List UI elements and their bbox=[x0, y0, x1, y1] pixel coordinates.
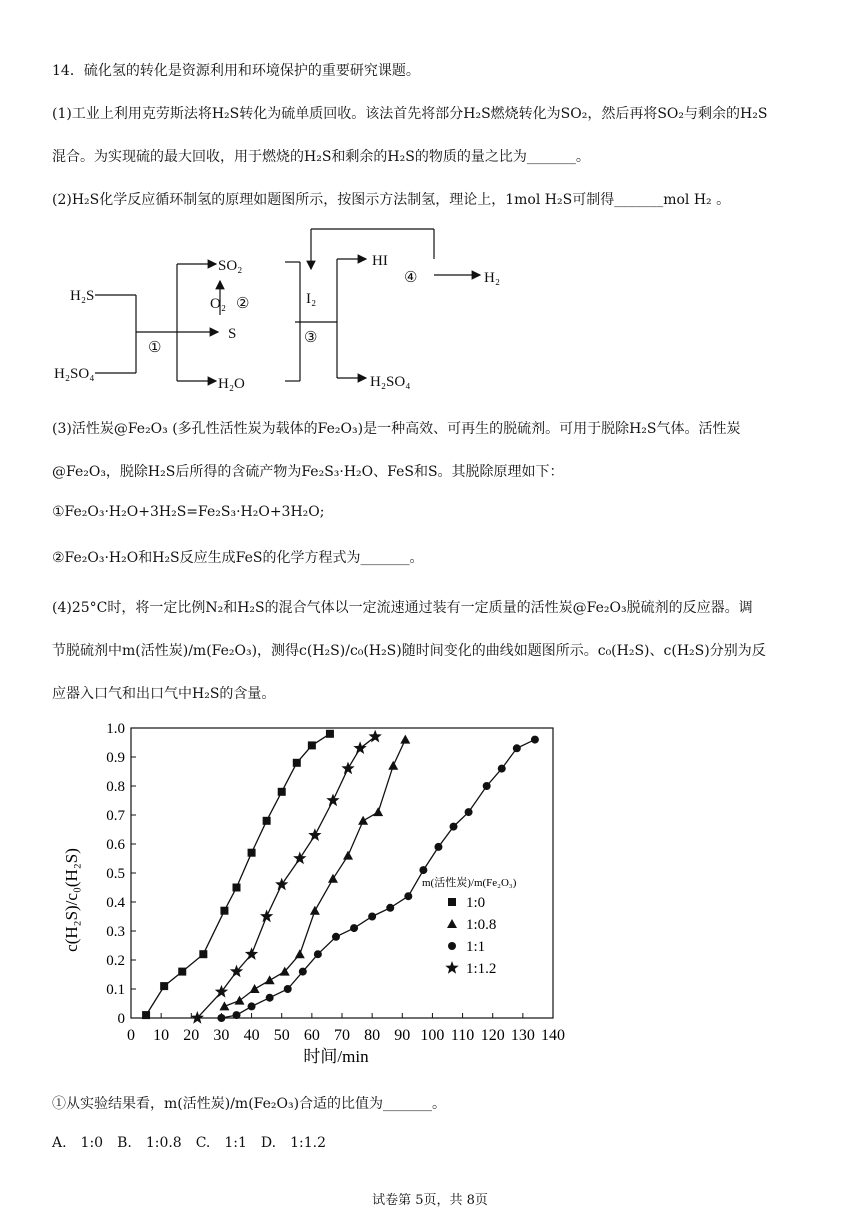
x-tick-label: 80 bbox=[364, 1027, 381, 1044]
legend-label: 1:1.2 bbox=[466, 961, 497, 977]
data-point-circle bbox=[299, 968, 307, 976]
data-point-star bbox=[245, 947, 258, 960]
x-tick-label: 60 bbox=[303, 1027, 320, 1044]
data-point-circle bbox=[248, 1002, 256, 1010]
x-tick-label: 70 bbox=[334, 1027, 350, 1044]
data-point-star bbox=[215, 985, 228, 998]
y-tick-label: 0.1 bbox=[106, 982, 125, 998]
x-tick-label: 110 bbox=[450, 1027, 475, 1044]
x-tick-label: 130 bbox=[510, 1027, 535, 1044]
data-point-triangle bbox=[219, 1001, 229, 1010]
data-point-square bbox=[220, 907, 228, 915]
data-point-star bbox=[341, 762, 354, 775]
data-point-square bbox=[308, 741, 316, 749]
data-point-triangle bbox=[250, 984, 260, 993]
y-tick-label: 0.7 bbox=[106, 808, 125, 824]
data-point-square bbox=[199, 950, 207, 958]
x-tick-label: 90 bbox=[394, 1027, 411, 1044]
data-point-square bbox=[326, 730, 334, 738]
x-tick-label: 140 bbox=[541, 1027, 565, 1044]
data-point-square bbox=[233, 884, 241, 892]
data-point-circle bbox=[465, 808, 473, 816]
data-point-circle bbox=[498, 765, 506, 773]
legend-label: 1:0.8 bbox=[466, 917, 497, 933]
data-point-circle bbox=[314, 950, 322, 958]
data-point-circle bbox=[483, 782, 491, 790]
x-tick-label: 100 bbox=[420, 1027, 445, 1044]
diagram-h2o: H₂O bbox=[218, 376, 245, 392]
diagram-step3: ③ bbox=[304, 330, 318, 346]
data-point-circle bbox=[434, 843, 442, 851]
diagram-step4: ④ bbox=[404, 270, 418, 286]
legend-marker-star bbox=[445, 961, 458, 974]
data-point-triangle bbox=[400, 735, 410, 744]
data-point-square bbox=[278, 788, 286, 796]
y-tick-label: 1.0 bbox=[106, 721, 125, 737]
diagram-so2: SO₂ bbox=[218, 258, 243, 274]
y-axis-label: c(H₂S)/c₀(H₂S) bbox=[62, 848, 81, 952]
data-point-circle bbox=[332, 933, 340, 941]
sub-question-1: ①从实验结果看，m(活性炭)/m(Fe₂O₃)合适的比值为_______。 bbox=[52, 1096, 447, 1112]
data-point-square bbox=[178, 968, 186, 976]
y-tick-label: 0.4 bbox=[106, 895, 125, 911]
breakthrough-chart bbox=[50, 712, 570, 1072]
part4-line3: 应器入口气和出口气中H₂S的含量。 bbox=[52, 686, 276, 702]
data-point-star bbox=[326, 794, 339, 807]
diagram-h2s: H₂S bbox=[70, 288, 95, 304]
data-point-triangle bbox=[310, 906, 320, 915]
part3-line1: (3)活性炭@Fe₂O₃ (多孔性活性炭为载体的Fe₂O₃)是一种高效、可再生的脱硫剂。可用于脱除H₂S气体。活性炭 bbox=[52, 421, 741, 437]
data-point-star bbox=[260, 910, 273, 923]
page-footer: 试卷第 5页，共 8页 bbox=[372, 1193, 488, 1208]
reaction-2: ②Fe₂O₃·H₂O和H₂S反应生成FeS的化学方程式为_______。 bbox=[52, 550, 424, 566]
data-point-star bbox=[308, 828, 321, 841]
part4-line2: 节脱硫剂中m(活性炭)/m(Fe₂O₃)，测得c(H₂S)/c₀(H₂S)随时间变化的曲线如题图所示。c₀(H₂S)、c(H₂S)分别为反 bbox=[52, 643, 766, 659]
x-tick-label: 0 bbox=[127, 1027, 135, 1044]
diagram-step2: ② bbox=[236, 296, 250, 312]
x-tick-label: 50 bbox=[273, 1027, 290, 1044]
data-point-circle bbox=[531, 736, 539, 744]
data-point-triangle bbox=[235, 996, 245, 1005]
legend-marker-square bbox=[448, 898, 456, 906]
y-tick-label: 0.2 bbox=[106, 953, 125, 969]
data-point-circle bbox=[368, 913, 376, 921]
x-tick-label: 40 bbox=[243, 1027, 260, 1044]
data-point-square bbox=[263, 817, 271, 825]
diagram-hi: HI bbox=[372, 253, 388, 269]
legend-title: m(活性炭)/m(Fe₂O₃) bbox=[422, 877, 517, 889]
data-point-triangle bbox=[265, 975, 275, 984]
data-point-circle bbox=[350, 924, 358, 932]
data-point-circle bbox=[217, 1014, 225, 1022]
legend-label: 1:0 bbox=[466, 895, 486, 911]
data-point-triangle bbox=[343, 851, 353, 860]
diagram-h2so4-in: H₂SO₄ bbox=[54, 366, 95, 382]
data-point-star bbox=[275, 878, 288, 891]
y-tick-label: 0.6 bbox=[106, 837, 125, 853]
reaction-cycle-diagram bbox=[40, 218, 500, 398]
data-point-circle bbox=[450, 823, 458, 831]
y-tick-label: 0.8 bbox=[106, 779, 125, 795]
x-axis-label: 时间/min bbox=[303, 1047, 369, 1066]
data-point-circle bbox=[233, 1011, 241, 1019]
part4-line1: (4)25°C时，将一定比例N₂和H₂S的混合气体以一定流速通过装有一定质量的活性炭@Fe₂O₃脱硫剂的反应器。调 bbox=[52, 600, 753, 616]
legend-marker-triangle bbox=[447, 919, 457, 928]
data-point-circle bbox=[419, 866, 427, 874]
x-tick-label: 20 bbox=[183, 1027, 200, 1044]
x-tick-label: 10 bbox=[153, 1027, 170, 1044]
diagram-h2: H₂ bbox=[484, 270, 500, 286]
data-point-circle bbox=[284, 985, 292, 993]
data-point-triangle bbox=[358, 816, 368, 825]
part1-line2: 混合。为实现硫的最大回收，用于燃烧的H₂S和剩余的H₂S的物质的量之比为_______。 bbox=[52, 149, 590, 165]
part2-line: (2)H₂S化学反应循环制氢的原理如题图所示，按图示方法制氢，理论上，1mol H₂S可制得_______mol H₂ 。 bbox=[52, 192, 731, 208]
diagram-step1: ① bbox=[148, 340, 162, 356]
data-point-triangle bbox=[373, 807, 383, 816]
legend-label: 1:1 bbox=[466, 939, 486, 955]
x-tick-label: 30 bbox=[213, 1027, 230, 1044]
data-point-circle bbox=[513, 744, 521, 752]
part1-line1: (1)工业上利用克劳斯法将H₂S转化为硫单质回收。该法首先将部分H₂S燃烧转化为SO₂，然后再将SO₂与剩余的H₂S bbox=[52, 106, 768, 122]
diagram-h2so4-out: H₂SO₄ bbox=[370, 374, 411, 390]
data-point-square bbox=[142, 1011, 150, 1019]
y-tick-label: 0.5 bbox=[106, 866, 125, 882]
question-title: 14．硫化氢的转化是资源利用和环境保护的重要研究课题。 bbox=[52, 63, 420, 79]
data-point-triangle bbox=[328, 874, 338, 883]
data-point-circle bbox=[266, 994, 274, 1002]
legend-marker-circle bbox=[448, 942, 456, 950]
data-point-square bbox=[160, 982, 168, 990]
diagram-s: S bbox=[228, 326, 237, 342]
y-tick-label: 0 bbox=[117, 1011, 125, 1027]
data-point-star bbox=[353, 741, 366, 754]
data-point-triangle bbox=[295, 949, 305, 958]
data-point-star bbox=[293, 852, 306, 865]
series-line-1 bbox=[224, 740, 405, 1007]
y-tick-label: 0.9 bbox=[106, 750, 125, 766]
series-line-3 bbox=[197, 737, 375, 1018]
diagram-i2: I₂ bbox=[306, 291, 317, 307]
y-tick-label: 0.3 bbox=[106, 924, 125, 940]
answer-options: A. 1:0 B. 1:0.8 C. 1:1 D. 1:1.2 bbox=[52, 1135, 326, 1151]
data-point-circle bbox=[404, 892, 412, 900]
data-point-triangle bbox=[388, 761, 398, 770]
data-point-square bbox=[293, 759, 301, 767]
diagram-o2: O₂ bbox=[210, 296, 227, 312]
data-point-square bbox=[248, 849, 256, 857]
x-tick-label: 120 bbox=[480, 1027, 505, 1044]
data-point-circle bbox=[386, 904, 394, 912]
part3-line2: @Fe₂O₃，脱除H₂S后所得的含硫产物为Fe₂S₃·H₂O、FeS和S。其脱除原理如下： bbox=[52, 464, 564, 480]
reaction-1: ①Fe₂O₃·H₂O+3H₂S=Fe₂S₃·H₂O+3H₂O; bbox=[52, 504, 325, 520]
